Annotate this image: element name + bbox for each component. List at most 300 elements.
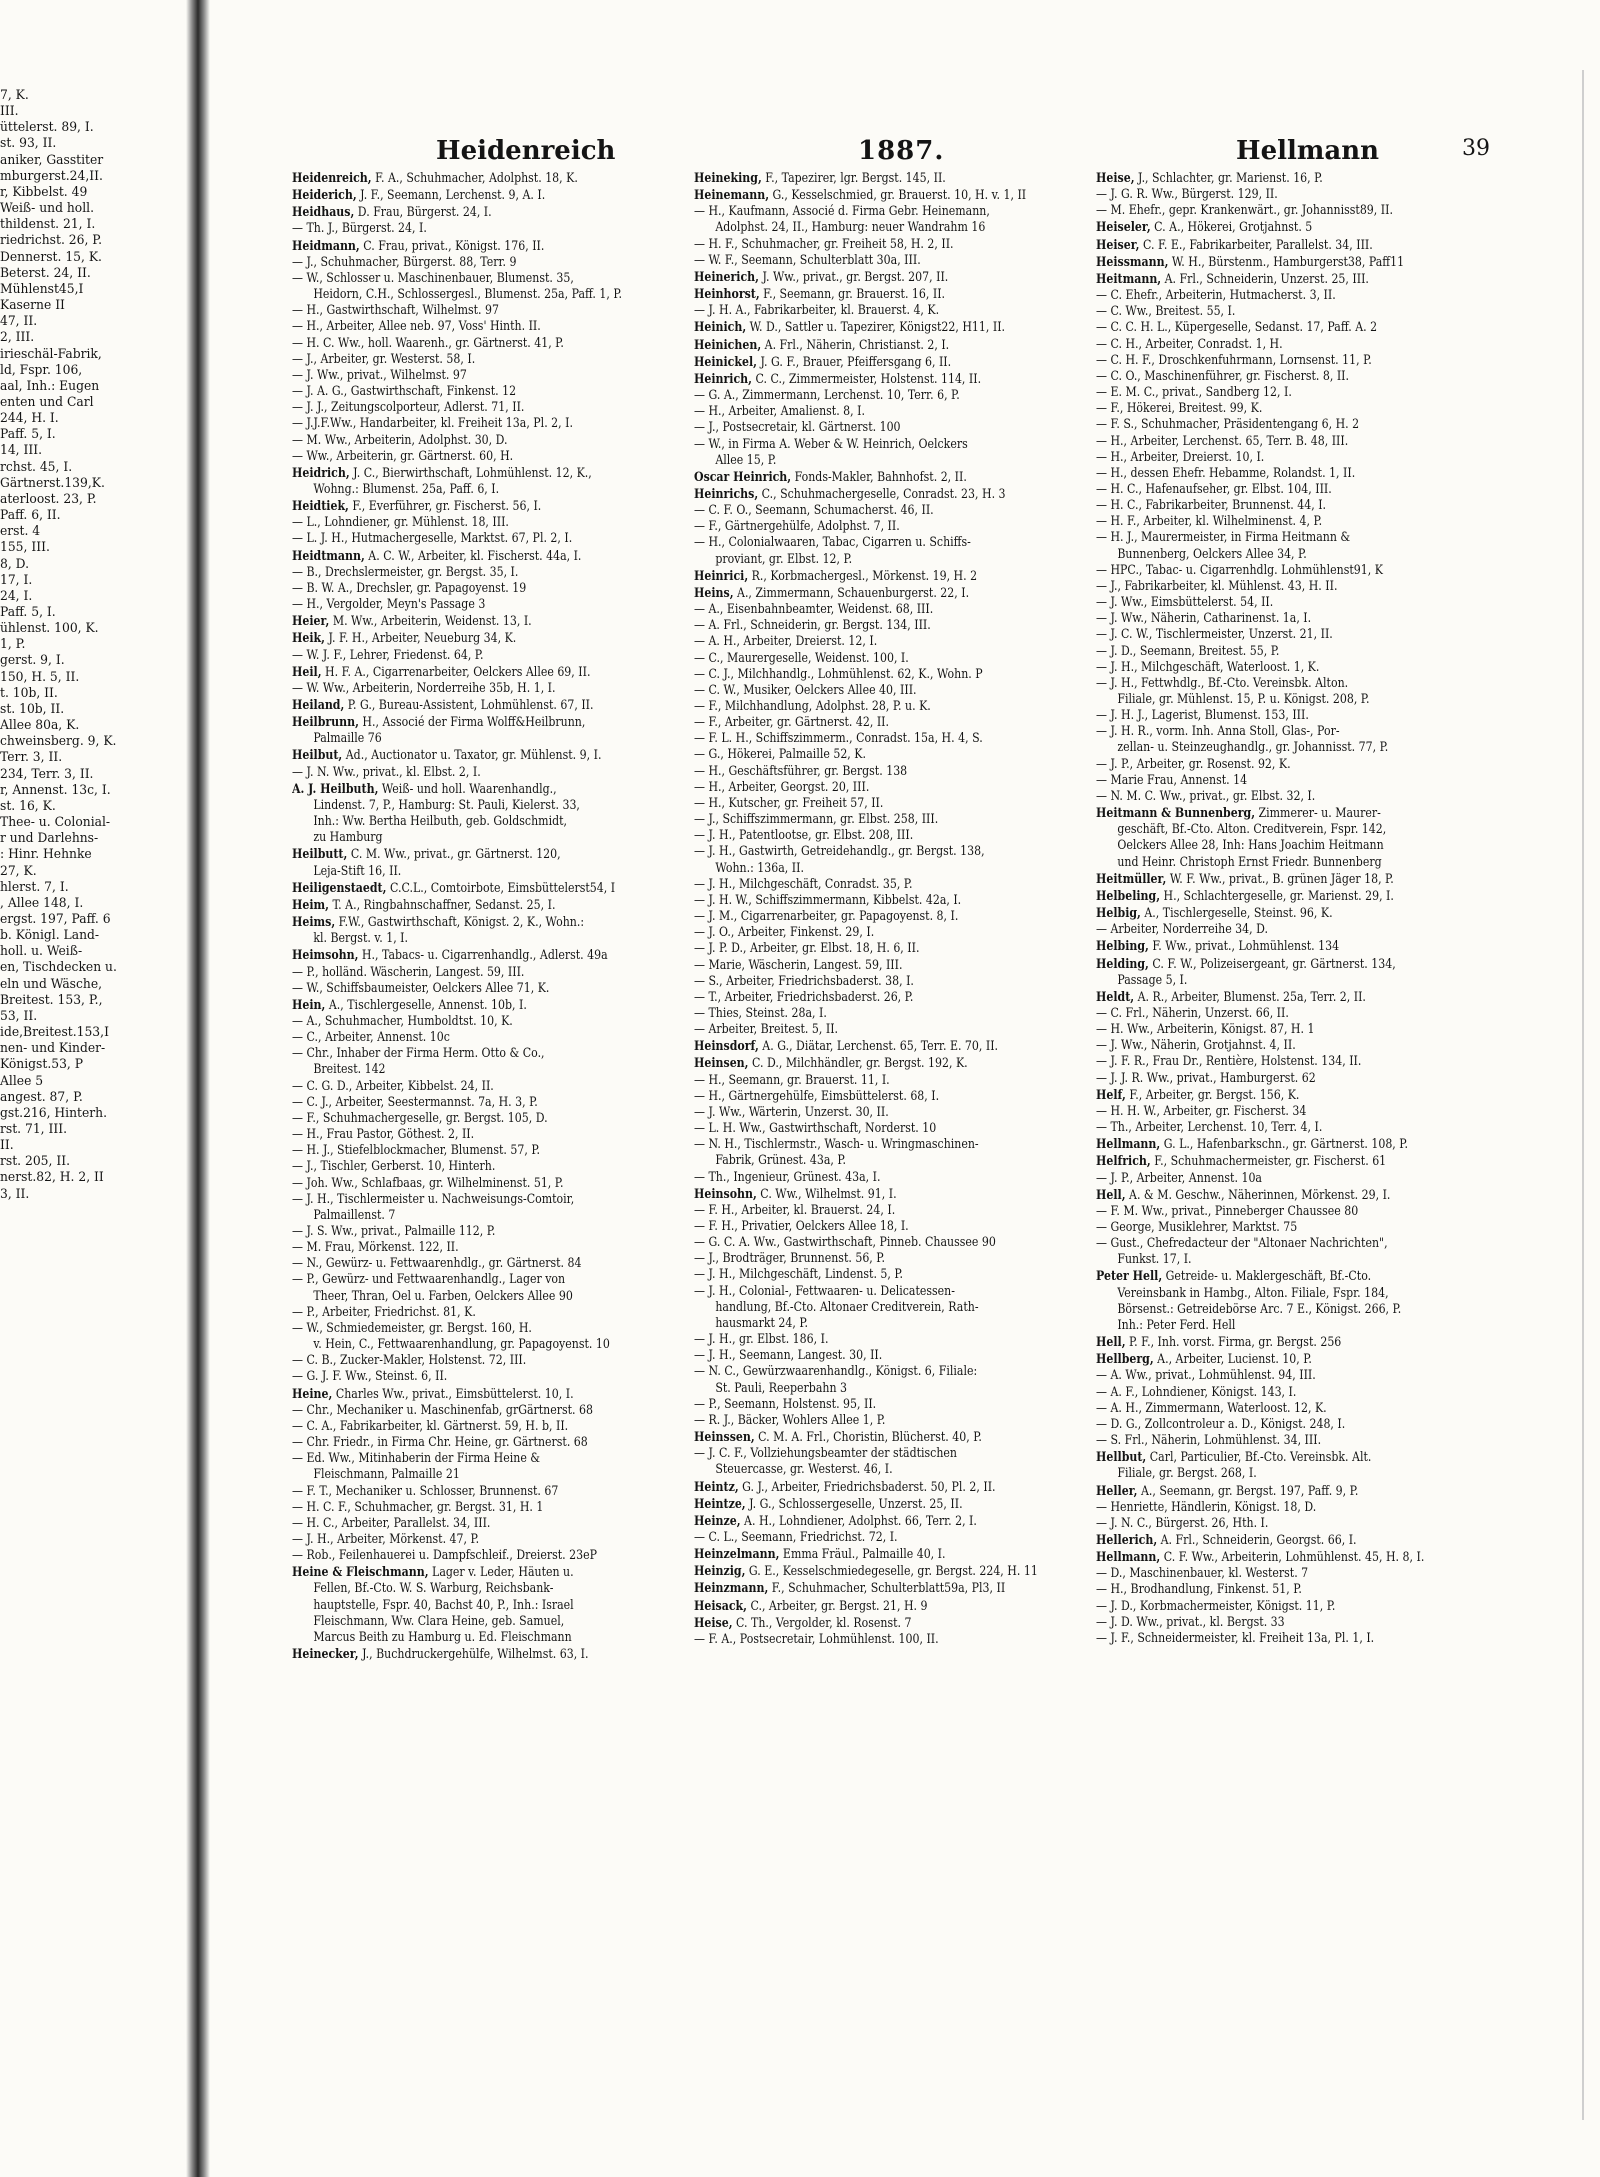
- directory-entry-line: — C. G. D., Arbeiter, Kibbelst. 24, II.: [292, 1078, 494, 1094]
- directory-entry-line: Hell, A. & M. Geschw., Näherinnen, Mörkenst. 29, I.: [1096, 1186, 1391, 1203]
- directory-entry-line: — H. C., Hafenaufseher, gr. Elbst. 104, III.: [1096, 481, 1332, 497]
- fragment-line: enten und Carl: [0, 394, 94, 410]
- directory-entry-line: Passage 5, I.: [1117, 972, 1188, 988]
- directory-entry-line: — J., Schuhmacher, Bürgerst. 88, Terr. 9: [292, 254, 517, 270]
- fragment-line: r und Darlehns-: [0, 831, 99, 847]
- directory-entry-line: — A., Schuhmacher, Humboldtst. 10, K.: [292, 1013, 513, 1029]
- directory-entry-line: — J. C. W., Tischlermeister, Unzerst. 21, II.: [1096, 627, 1333, 643]
- directory-entry-line: — C. J., Arbeiter, Seestermannst. 7a, H. 3, P.: [292, 1094, 538, 1110]
- directory-entry-line: — N., Gewürz- u. Fettwaarenhdlg., gr. Gärtnerst. 84: [292, 1256, 582, 1272]
- directory-entry-line: kl. Bergst. v. 1, I.: [313, 931, 409, 947]
- directory-entry-line: — J. C. F., Vollziehungsbeamter der städtischen: [694, 1446, 957, 1462]
- directory-entry-line: — J. H., Patentlootse, gr. Elbst. 208, III.: [694, 828, 914, 844]
- directory-entry-line: — Marie, Wäscherin, Langest. 59, III.: [694, 957, 903, 973]
- directory-entry-line: Heil, H. F. A., Cigarrenarbeiter, Oelckers Allee 69, II.: [292, 663, 591, 680]
- directory-entry-line: Heinrici, R., Korbmachergesl., Mörkenst. 19, H. 2: [694, 567, 978, 584]
- directory-entry-line: — J. O., Arbeiter, Finkenst. 29, I.: [694, 925, 875, 941]
- fragment-line: chweinsberg. 9, K.: [0, 734, 117, 750]
- directory-entry-line: — G. J. F. Ww., Steinst. 6, II.: [292, 1369, 448, 1385]
- directory-entry-line: Heine, Charles Ww., privat., Eimsbüttelerst. 10, I.: [292, 1385, 574, 1402]
- directory-entry-line: Helfrich, F., Schuhmachermeister, gr. Fischerst. 61: [1096, 1153, 1387, 1170]
- directory-entry-line: — F. L. H., Schiffszimmerm., Conradst. 15a, H. 4, S.: [694, 731, 983, 747]
- directory-entry-line: — J. Ww., privat., Wilhelmst. 97: [292, 367, 467, 383]
- directory-entry-line: Breitest. 142: [313, 1062, 386, 1078]
- directory-entry-line: — H., Arbeiter, Lerchenst. 65, Terr. B. 48, III.: [1096, 433, 1349, 449]
- directory-entry-line: — J. D. Ww., privat., kl. Bergst. 33: [1096, 1614, 1285, 1630]
- directory-entry-line: — E. M. C., privat., Sandberg 12, I.: [1096, 385, 1292, 401]
- directory-entry-line: Heidhaus, D. Frau, Bürgerst. 24, I.: [292, 204, 492, 221]
- directory-entry-line: — W., Schlosser u. Maschinenbauer, Blumenst. 35,: [292, 270, 574, 286]
- directory-entry-line: Hein, A., Tischlergeselle, Annenst. 10b, I.: [292, 996, 527, 1013]
- directory-entry-line: — J. H. R., vorm. Inh. Anna Stoll, Glas-, Por-: [1096, 724, 1340, 740]
- directory-entry-line: Heins, A., Zimmermann, Schauenburgerst. 22, I.: [694, 584, 970, 601]
- directory-entry-line: Theer, Thran, Oel u. Farben, Oelckers Allee 90: [313, 1288, 573, 1304]
- directory-entry-line: — H. C. Ww., holl. Waarenh., gr. Gärtnerst. 41, P.: [292, 335, 564, 351]
- directory-entry-line: Heinerich, J. Ww., privat., gr. Bergst. 207, II.: [694, 268, 949, 285]
- directory-entry-line: Funkst. 17, I.: [1117, 1252, 1192, 1268]
- directory-entry-line: Heimsohn, H., Tabacs- u. Cigarrenhandlg., Adlerst. 49a: [292, 947, 608, 964]
- running-head-left: Heidenreich: [436, 136, 616, 166]
- directory-entry-line: Helbig, A., Tischlergeselle, Steinst. 96, K.: [1096, 905, 1333, 922]
- directory-entry-line: — Th., Ingenieur, Grünest. 43a, I.: [694, 1169, 881, 1185]
- directory-entry-line: Marcus Beith zu Hamburg u. Ed. Fleischmann: [313, 1629, 572, 1645]
- directory-entry-line: — F. S., Schuhmacher, Präsidentengang 6, H. 2: [1096, 417, 1360, 433]
- directory-entry-line: — F., Schuhmachergeselle, gr. Bergst. 105, D.: [292, 1110, 548, 1126]
- directory-entry-line: Heilbutt, C. M. Ww., privat., gr. Gärtnerst. 120,: [292, 846, 561, 863]
- directory-entry-line: — W., Schiffsbaumeister, Oelckers Allee 71, K.: [292, 980, 550, 996]
- fragment-line: holl. u. Weiß-: [0, 944, 83, 960]
- directory-entry-line: — A. F., Lohndiener, Königst. 143, I.: [1096, 1384, 1297, 1400]
- fragment-line: angest. 87, P.: [0, 1089, 83, 1105]
- directory-entry-line: Heinzmann, F., Schuhmacher, Schulterblatt59a, Pl3, II: [694, 1580, 1006, 1597]
- directory-entry-line: Heitmüller, W. F. Ww., privat., B. grünen Jäger 18, P.: [1096, 870, 1394, 887]
- directory-entry-line: Heisack, C., Arbeiter, gr. Bergst. 21, H. 9: [694, 1597, 928, 1614]
- directory-entry-line: Fabrik, Grünest. 43a, P.: [715, 1153, 847, 1169]
- directory-entry-line: Hellerich, A. Frl., Schneiderin, Georgst. 66, I.: [1096, 1531, 1357, 1548]
- directory-entry-line: Heidmann, C. Frau, privat., Königst. 176, II.: [292, 237, 545, 254]
- directory-entry-line: Peter Hell, Getreide- u. Maklergeschäft, Bf.-Cto.: [1096, 1268, 1372, 1285]
- directory-entry-line: — Marie Frau, Annenst. 14: [1096, 772, 1248, 788]
- fragment-line: eln und Wäsche,: [0, 976, 103, 992]
- directory-entry-line: — G., Hökerei, Palmaille 52, K.: [694, 747, 866, 763]
- directory-entry-line: — H. J., Stiefelblockmacher, Blumenst. 57, P.: [292, 1143, 540, 1159]
- directory-entry-line: — F., Arbeiter, gr. Gärtnerst. 42, II.: [694, 715, 890, 731]
- directory-entry-line: — M. Ehefr., gepr. Krankenwärt., gr. Johannisst89, II.: [1096, 203, 1393, 219]
- fragment-line: rchst. 45, I.: [0, 459, 73, 475]
- directory-entry-line: Heinrichs, C., Schuhmachergeselle, Conradst. 23, H. 3: [694, 485, 1006, 502]
- directory-entry-line: Heinich, W. D., Sattler u. Tapezirer, Königst22, H11, II.: [694, 319, 1006, 336]
- directory-entry-line: Heinssen, C. M. A. Frl., Choristin, Blücherst. 40, P.: [694, 1429, 982, 1446]
- fragment-line: Weiß- und holl.: [0, 201, 95, 217]
- fragment-line: Allee 5: [0, 1073, 44, 1089]
- fragment-line: Gärtnerst.139,K.: [0, 475, 105, 491]
- directory-entry-line: — F. T., Mechaniker u. Schlosser, Brunnenst. 67: [292, 1483, 559, 1499]
- directory-entry-line: Heldt, A. R., Arbeiter, Blumenst. 25a, Terr. 2, II.: [1096, 988, 1366, 1005]
- fragment-line: nerst.82, H. 2, II: [0, 1170, 104, 1186]
- directory-entry-line: Filiale, gr. Mühlenst. 15, P. u. Königst. 208, P.: [1117, 692, 1370, 707]
- directory-entry-line: — H., Kaufmann, Associé d. Firma Gebr. Heinemann,: [694, 204, 990, 220]
- directory-entry-line: — C. C. H. L., Küpergeselle, Sedanst. 17, Paff. A. 2: [1096, 320, 1378, 336]
- directory-entry-line: Wohng.: Blumenst. 25a, Paff. 6, I.: [313, 481, 500, 497]
- directory-entry-line: — J. N. Ww., privat., kl. Elbst. 2, I.: [292, 764, 481, 780]
- fragment-line: Dennerst. 15, K.: [0, 249, 102, 265]
- directory-entry-line: Heidtmann, A. C. W., Arbeiter, kl. Fischerst. 44a, I.: [292, 547, 582, 564]
- directory-entry-line: — H., Seemann, gr. Brauerst. 11, I.: [694, 1072, 890, 1088]
- directory-entry-line: Inh.: Peter Ferd. Hell: [1117, 1317, 1236, 1333]
- fragment-line: rst. 71, III.: [0, 1122, 68, 1137]
- fragment-line: ühlenst. 100, K.: [0, 621, 99, 637]
- directory-entry-line: Hellbut, Carl, Particulier, Bf.-Cto. Vereinsbk. Alt.: [1096, 1449, 1372, 1466]
- directory-entry-line: — J. D., Korbmachermeister, Königst. 11, P.: [1096, 1598, 1336, 1614]
- directory-entry-line: Heitmann & Bunnenberg, Zimmerer- u. Maurer-: [1096, 805, 1381, 822]
- directory-column-2: [694, 170, 1092, 2110]
- directory-entry-line: Helding, C. F. W., Polizeisergeant, gr. Gärtnerst. 134,: [1096, 955, 1396, 972]
- fragment-line: en, Tischdecken u.: [0, 960, 117, 976]
- directory-entry-line: — H., Brodhandlung, Finkenst. 51, P.: [1096, 1582, 1302, 1598]
- fragment-line: erst. 4: [0, 524, 41, 540]
- directory-entry-line: — A. Frl., Schneiderin, gr. Bergst. 134, III.: [694, 618, 931, 634]
- directory-entry-line: — H., Arbeiter, Georgst. 20, III.: [694, 779, 870, 795]
- directory-entry-line: Fellen, Bf.-Cto. W. S. Warburg, Reichsbank-: [313, 1581, 554, 1597]
- directory-entry-line: — J. J. R. Ww., privat., Hamburgerst. 62: [1096, 1070, 1316, 1086]
- directory-entry-line: Heissmann, W. H., Bürstenm., Hamburgerst38, Paff11: [1096, 253, 1405, 270]
- directory-entry-line: — C. H. F., Droschkenfuhrmann, Lornsenst. 11, P.: [1096, 352, 1372, 368]
- directory-entry-line: — J. J., Zeitungscolporteur, Adlerst. 71, II.: [292, 400, 525, 416]
- directory-entry-line: — George, Musiklehrer, Marktst. 75: [1096, 1220, 1298, 1235]
- directory-entry-line: — C. Frl., Näherin, Unzerst. 66, II.: [1096, 1005, 1289, 1021]
- directory-entry-line: — C. W., Musiker, Oelckers Allee 40, III.: [694, 682, 917, 698]
- directory-entry-line: A. J. Heilbuth, Weiß- und holl. Waarenhandlg.,: [292, 780, 557, 797]
- fragment-line: aal, Inh.: Eugen: [0, 378, 100, 394]
- directory-entry-line: — P., holländ. Wäscherin, Langest. 59, III.: [292, 964, 525, 980]
- directory-entry-line: — H., dessen Ehefr. Hebamme, Rolandst. 1, II.: [1096, 465, 1356, 481]
- directory-entry-line: — N. H., Tischlermstr., Wasch- u. Wringmaschinen-: [694, 1137, 979, 1153]
- directory-entry-line: — J. H. J., Lagerist, Blumenst. 153, III.: [1096, 708, 1309, 724]
- directory-entry-line: Heim, T. A., Ringbahnschaffner, Sedanst. 25, I.: [292, 896, 556, 913]
- fragment-line: Beterst. 24, II.: [0, 265, 91, 281]
- directory-entry-line: — Henriette, Händlerin, Königst. 18, D.: [1096, 1499, 1317, 1515]
- fragment-line: mburgerst.24,II.: [0, 168, 103, 184]
- directory-entry-line: Bunnenberg, Oelckers Allee 34, P.: [1117, 546, 1307, 562]
- directory-entry-line: — D., Maschinenbauer, kl. Westerst. 7: [1096, 1566, 1309, 1582]
- page-edge: [1582, 70, 1584, 2120]
- directory-entry-line: — J. H., gr. Elbst. 186, I.: [694, 1332, 829, 1348]
- directory-entry-line: — H., Gärtnergehülfe, Eimsbüttelerst. 68, I.: [694, 1088, 940, 1104]
- directory-entry-line: — J. G. R. Ww., Bürgerst. 129, II.: [1096, 187, 1278, 203]
- fragment-line: nen- und Kinder-: [0, 1041, 106, 1057]
- directory-entry-line: Heiderich, J. F., Seemann, Lerchenst. 9, A. I.: [292, 187, 546, 204]
- directory-entry-line: — Rob., Feilenhauerei u. Dampfschleif., Dreierst. 23eP: [292, 1548, 598, 1564]
- directory-entry-line: — S. Frl., Näherin, Lohmühlenst. 34, III.: [1096, 1433, 1322, 1449]
- directory-entry-line: Heinze, A. H., Lohndiener, Adolphst. 66, Terr. 2, I.: [694, 1512, 977, 1529]
- fragment-line: 27, K.: [0, 863, 37, 879]
- directory-entry-line: — F., Hökerei, Breitest. 99, K.: [1096, 401, 1263, 417]
- running-head-right: Hellmann: [1236, 136, 1380, 166]
- directory-entry-line: — Arbeiter, Breitest. 5, II.: [694, 1022, 839, 1038]
- directory-entry-line: — Arbeiter, Norderreihe 34, D.: [1096, 922, 1269, 938]
- directory-entry-line: Oscar Heinrich, Fonds-Makler, Bahnhofst. 2, II.: [694, 468, 967, 485]
- directory-entry-line: handlung, Bf.-Cto. Altonaer Creditverein, Rath-: [715, 1299, 979, 1315]
- directory-entry-line: — M. Ww., Arbeiterin, Adolphst. 30, D.: [292, 432, 508, 448]
- directory-entry-line: und Heinr. Christoph Ernst Friedr. Bunnenberg: [1117, 854, 1382, 870]
- directory-entry-line: — B., Drechslermeister, gr. Bergst. 35, I.: [292, 564, 519, 580]
- directory-column-1: [292, 170, 690, 2110]
- directory-entry-line: Heidenreich, F. A., Schuhmacher, Adolphst. 18, K.: [292, 170, 578, 186]
- fragment-line: 53, II.: [0, 1008, 38, 1024]
- directory-entry-line: Hellmann, C. F. Ww., Arbeiterin, Lohmühlenst. 45, H. 8, I.: [1096, 1549, 1425, 1566]
- directory-entry-line: Helf, F., Arbeiter, gr. Bergst. 156, K.: [1096, 1086, 1300, 1103]
- directory-entry-line: — C. A., Fabrikarbeiter, kl. Gärtnerst. 59, H. b, II.: [292, 1418, 569, 1434]
- fragment-line: ld, Fspr. 106,: [0, 362, 83, 378]
- directory-entry-line: zellan- u. Steinzeughandlg., gr. Johannisst. 77, P.: [1117, 740, 1389, 756]
- fragment-line: III.: [0, 104, 19, 120]
- directory-entry-line: — H. J., Maurermeister, in Firma Heitmann &: [1096, 530, 1351, 546]
- directory-entry-line: — H., Arbeiter, Dreierst. 10, I.: [1096, 449, 1265, 465]
- directory-entry-line: — H. C., Arbeiter, Parallelst. 34, III.: [292, 1515, 491, 1531]
- directory-entry-line: — Ed. Ww., Mitinhaberin der Firma Heine &: [292, 1451, 541, 1467]
- fragment-line: ergst. 197, Paff. 6: [0, 911, 111, 927]
- directory-entry-line: — Thies, Steinst. 28a, I.: [694, 1005, 827, 1021]
- fragment-line: II.: [0, 1138, 14, 1154]
- directory-entry-line: — J., Tischler, Gerberst. 10, Hinterh.: [292, 1159, 496, 1175]
- directory-entry-line: Palmaille 76: [313, 731, 382, 747]
- directory-entry-line: — J., Postsecretair, kl. Gärtnerst. 100: [694, 420, 901, 436]
- directory-entry-line: — L., Lohndiener, gr. Mühlenst. 18, III.: [292, 515, 509, 531]
- directory-entry-line: — J. F., Schneidermeister, kl. Freiheit 13a, Pl. 1, I.: [1096, 1630, 1375, 1646]
- fragment-line: gerst. 9, I.: [0, 653, 65, 669]
- fragment-line: Terr. 3, II.: [0, 750, 63, 766]
- directory-entry-line: — T., Arbeiter, Friedrichsbaderst. 26, P.: [694, 989, 914, 1005]
- directory-entry-line: — C. O., Maschinenführer, gr. Fischerst. 8, II.: [1096, 368, 1350, 384]
- fragment-line: 155, III.: [0, 540, 50, 556]
- directory-entry-line: — J. M., Cigarrenarbeiter, gr. Papagoyenst. 8, I.: [694, 909, 959, 925]
- directory-entry-line: — J. N. C., Bürgerst. 26, Hth. I.: [1096, 1515, 1269, 1531]
- directory-entry-line: — J. H., Colonial-, Fettwaaren- u. Delicatessen-: [694, 1283, 955, 1299]
- fragment-line: Mühlenst45,I: [0, 281, 84, 297]
- running-head-year: 1887.: [858, 136, 945, 166]
- directory-entry-line: — J. D., Seemann, Breitest. 55, P.: [1096, 643, 1280, 659]
- fragment-line: 8, D.: [0, 556, 30, 572]
- directory-entry-line: — J. Ww., Eimsbüttelerst. 54, II.: [1096, 595, 1274, 611]
- directory-entry-line: — C., Arbeiter, Annenst. 10c: [292, 1030, 450, 1046]
- directory-entry-line: — J. H., Gastwirth, Getreidehandlg., gr. Bergst. 138,: [694, 844, 985, 860]
- directory-entry-line: Heiland, P. G., Bureau-Assistent, Lohmühlenst. 67, II.: [292, 697, 594, 713]
- directory-entry-line: Heise, J., Schlachter, gr. Marienst. 16, P.: [1096, 170, 1323, 186]
- directory-entry-line: — C. F. O., Seemann, Schumacherst. 46, II.: [694, 503, 934, 519]
- directory-entry-line: — F. H., Arbeiter, kl. Brauerst. 24, I.: [694, 1202, 896, 1218]
- directory-entry-line: Heier, M. Ww., Arbeiterin, Weidenst. 13, I.: [292, 613, 532, 630]
- directory-entry-line: — J. H. W., Schiffszimmermann, Kibbelst. 42a, I.: [694, 892, 962, 908]
- directory-entry-line: Fleischmann, Palmaille 21: [313, 1467, 460, 1483]
- directory-entry-line: hausmarkt 24, P.: [715, 1315, 809, 1331]
- fragment-line: Paff. 6, II.: [0, 508, 61, 524]
- directory-entry-line: Heine & Fleischmann, Lager v. Leder, Häuten u.: [292, 1564, 574, 1581]
- directory-entry-line: — J., Arbeiter, gr. Westerst. 58, I.: [292, 351, 476, 367]
- directory-entry-line: Heinzig, G. E., Kesselschmiedegeselle, gr. Bergst. 224, H. 11: [694, 1563, 1038, 1580]
- fragment-line: Paff. 5, I.: [0, 427, 56, 443]
- directory-entry-line: — J. H., Seemann, Langest. 30, II.: [694, 1348, 883, 1364]
- directory-entry-line: Heinsen, C. D., Milchhändler, gr. Bergst. 192, K.: [694, 1055, 968, 1072]
- fragment-line: aniker, Gasstiter: [0, 152, 104, 168]
- fragment-line: st. 10b, II.: [0, 701, 65, 717]
- directory-entry-line: Heiseler, C. A., Hökerei, Grotjahnst. 5: [1096, 219, 1313, 236]
- directory-entry-line: — J. P. D., Arbeiter, gr. Elbst. 18, H. 6, II.: [694, 941, 920, 957]
- directory-entry-line: — J. F. R., Frau Dr., Rentière, Holstenst. 134, II.: [1096, 1054, 1362, 1070]
- directory-entry-line: Heinemann, G., Kesselschmied, gr. Brauerst. 10, H. v. 1, II: [694, 187, 1027, 204]
- directory-entry-line: — F., Gärtnergehülfe, Adolphst. 7, II.: [694, 519, 900, 535]
- directory-entry-line: Steuercasse, gr. Westerst. 46, I.: [715, 1462, 893, 1478]
- directory-entry-line: Leja-Stift 16, II.: [313, 863, 402, 879]
- fragment-line: 244, H. I.: [0, 411, 59, 427]
- directory-entry-line: Heinecker, J., Buchdruckergehülfe, Wilhelmst. 63, I.: [292, 1646, 589, 1663]
- directory-entry-line: Heinsdorf, A. G., Diätar, Lerchenst. 65, Terr. E. 70, II.: [694, 1038, 999, 1055]
- directory-entry-line: Heinrich, C. C., Zimmermeister, Holstenst. 114, II.: [694, 370, 982, 387]
- directory-entry-line: — G. C. A. Ww., Gastwirthschaft, Pinneb. Chaussee 90: [694, 1235, 996, 1251]
- fragment-line: gst.216, Hinterh.: [0, 1105, 108, 1121]
- fragment-line: Thee- u. Colonial-: [0, 815, 111, 831]
- fragment-line: 47, II.: [0, 314, 38, 330]
- fragment-line: 1, P.: [0, 637, 26, 653]
- directory-entry-line: — W. J. F., Lehrer, Friedenst. 64, P.: [292, 647, 484, 663]
- fragment-line: r, Annenst. 13c, I.: [0, 782, 111, 798]
- directory-entry-line: Heinzelmann, Emma Fräul., Palmaille 40, I.: [694, 1546, 946, 1563]
- directory-entry-line: proviant, gr. Elbst. 12, P.: [715, 551, 853, 567]
- directory-entry-line: — C. B., Zucker-Makler, Holstenst. 72, III.: [292, 1353, 527, 1369]
- directory-entry-line: — C. J., Milchhandlg., Lohmühlenst. 62, K., Wohn. P: [694, 666, 983, 682]
- directory-entry-line: — F., Milchhandlung, Adolphst. 28, P. u. K.: [694, 699, 931, 714]
- directory-entry-line: Heitmann, A. Frl., Schneiderin, Unzerst. 25, III.: [1096, 270, 1369, 287]
- directory-entry-line: — Ww., Arbeiterin, gr. Gärtnerst. 60, H.: [292, 448, 514, 464]
- directory-entry-line: v. Hein, C., Fettwaarenhandlung, gr. Papagoyenst. 10: [313, 1337, 610, 1353]
- fragment-line: , Allee 148, I.: [0, 895, 84, 911]
- directory-entry-line: Heinichen, A. Frl., Näherin, Christianst. 2, I.: [694, 336, 950, 353]
- directory-entry-line: — C. Ehefr., Arbeiterin, Hutmacherst. 3, II.: [1096, 288, 1336, 304]
- directory-entry-line: — J. H., Milchgeschäft, Waterloost. 1, K.: [1096, 659, 1320, 675]
- directory-entry-line: Heller, A., Seemann, gr. Bergst. 197, Paff. 9, P.: [1096, 1482, 1359, 1499]
- directory-entry-line: — H., Arbeiter, Amalienst. 8, I.: [694, 404, 865, 420]
- directory-entry-line: — F. M. Ww., privat., Pinneberger Chaussee 80: [1096, 1203, 1359, 1219]
- directory-entry-line: — J. P., Arbeiter, Annenst. 10a: [1096, 1170, 1262, 1186]
- fragment-line: Allee 80a, K.: [0, 718, 80, 734]
- directory-entry-line: — F. A., Postsecretair, Lohmühlenst. 100, II.: [694, 1631, 939, 1647]
- fragment-line: Paff. 5, I.: [0, 605, 56, 620]
- directory-entry-line: Helbing, F. Ww., privat., Lohmühlenst. 134: [1096, 938, 1340, 955]
- directory-entry-line: — P., Seemann, Holstenst. 95, II.: [694, 1396, 877, 1412]
- directory-entry-line: — J., Fabrikarbeiter, kl. Mühlenst. 43, H. II.: [1096, 578, 1338, 594]
- directory-entry-line: — H. F., Schuhmacher, gr. Freiheit 58, H. 2, II.: [694, 236, 954, 252]
- directory-entry-line: — J. H., Fettwhdlg., Bf.-Cto. Vereinsbk. Alton.: [1096, 675, 1349, 691]
- directory-entry-line: Allee 15, P.: [715, 452, 777, 468]
- directory-entry-line: — Joh. Ww., Schlafbaas, gr. Wilhelminenst. 51, P.: [292, 1175, 564, 1191]
- directory-entry-line: Oelckers Allee 28, Inh: Hans Joachim Heitmann: [1117, 838, 1384, 854]
- directory-entry-line: — C., Maurergeselle, Weidenst. 100, I.: [694, 650, 909, 666]
- directory-entry-line: Heinhorst, F., Seemann, gr. Brauerst. 16, II.: [694, 286, 946, 303]
- directory-entry-line: Adolphst. 24, II., Hamburg: neuer Wandrahm 16: [715, 220, 986, 236]
- directory-entry-line: — N. M. C. Ww., privat., gr. Elbst. 32, I.: [1096, 788, 1316, 804]
- directory-entry-line: — C. L., Seemann, Friedrichst. 72, I.: [694, 1529, 898, 1545]
- directory-entry-line: — J. Ww., Näherin, Grotjahnst. 4, II.: [1096, 1038, 1296, 1054]
- directory-entry-line: — J. H., Tischlermeister u. Nachweisungs-Comtoir,: [292, 1191, 575, 1207]
- directory-entry-line: — P., Gewürz- und Fettwaarenhandlg., Lager von: [292, 1272, 566, 1288]
- directory-entry-line: Heise, C. Th., Vergolder, kl. Rosenst. 7: [694, 1614, 912, 1631]
- directory-entry-line: Hellmann, G. L., Hafenbarkschn., gr. Gärtnerst. 108, P.: [1096, 1136, 1408, 1153]
- directory-entry-line: — W., in Firma A. Weber & W. Heinrich, Oelckers: [694, 436, 968, 452]
- directory-entry-line: Heidorn, C.H., Schlossergesl., Blumenst. 25a, Paff. 1, P.: [313, 287, 623, 303]
- directory-entry-line: Hell, P. F., Inh. vorst. Firma, gr. Bergst. 256: [1096, 1334, 1342, 1351]
- directory-entry-line: — J. S. Ww., privat., Palmaille 112, P.: [292, 1224, 496, 1239]
- directory-entry-line: Heintz, G. J., Arbeiter, Friedrichsbaderst. 50, Pl. 2, II.: [694, 1478, 996, 1495]
- directory-column-3: [1096, 170, 1494, 2110]
- directory-entry-line: — H., Arbeiter, Allee neb. 97, Voss' Hinth. II.: [292, 319, 541, 335]
- fragment-line: hlerst. 7, I.: [0, 879, 69, 895]
- directory-entry-line: — Th., Arbeiter, Lerchenst. 10, Terr. 4, I.: [1096, 1120, 1323, 1136]
- fragment-line: Kaserne II: [0, 298, 65, 314]
- directory-entry-line: — Chr., Mechaniker u. Maschinenfab, grGärtnerst. 68: [292, 1402, 593, 1418]
- directory-entry-line: — H., Colonialwaaren, Tabac, Cigarren u. Schiffs-: [694, 535, 971, 551]
- directory-entry-line: — J. H., Arbeiter, Mörkenst. 47, P.: [292, 1531, 480, 1547]
- directory-entry-line: — H. Ww., Arbeiterin, Königst. 87, H. 1: [1096, 1022, 1315, 1038]
- previous-page-fragment: [0, 88, 178, 2068]
- directory-entry-line: — P., Arbeiter, Friedrichst. 81, K.: [292, 1304, 476, 1320]
- directory-entry-line: — H., Geschäftsführer, gr. Bergst. 138: [694, 763, 908, 779]
- directory-entry-line: — J. Ww., Näherin, Catharinenst. 1a, I.: [1096, 611, 1312, 627]
- directory-entry-line: — A. Ww., privat., Lohmühlenst. 94, III.: [1096, 1368, 1316, 1384]
- directory-entry-line: — M. Frau, Mörkenst. 122, II.: [292, 1240, 459, 1256]
- directory-entry-line: — H., Kutscher, gr. Freiheit 57, II.: [694, 795, 884, 811]
- directory-entry-line: — H. H. W., Arbeiter, gr. Fischerst. 34: [1096, 1103, 1307, 1119]
- directory-entry-line: — J. H., Milchgeschäft, Lindenst. 5, P.: [694, 1267, 904, 1283]
- directory-entry-line: — H. C., Fabrikarbeiter, Brunnenst. 44, I.: [1096, 498, 1327, 514]
- directory-entry-line: Heiligenstaedt, C.C.L., Comtoirbote, Eimsbüttelerst54, I: [292, 879, 616, 896]
- directory-entry-line: — S., Arbeiter, Friedrichsbaderst. 38, I.: [694, 973, 914, 989]
- fragment-line: 2, III.: [0, 330, 35, 346]
- directory-entry-line: — L. J. H., Hutmachergeselle, Marktst. 67, Pl. 2, I.: [292, 531, 573, 547]
- directory-entry-line: Vereinsbank in Hambg., Alton. Filiale, Fspr. 184,: [1117, 1285, 1389, 1301]
- fragment-line: b. Königl. Land-: [0, 928, 100, 944]
- running-head: [292, 136, 1484, 170]
- directory-entry-line: — R. J., Bäcker, Wohlers Allee 1, P.: [694, 1412, 886, 1428]
- directory-entry-line: hauptstelle, Fspr. 40, Bachst 40, P., Inh.: Israel: [313, 1597, 574, 1613]
- directory-entry-line: — H., Vergolder, Meyn's Passage 3: [292, 597, 486, 613]
- directory-entry-line: St. Pauli, Reeperbahn 3: [715, 1380, 847, 1396]
- directory-entry-line: Heik, J. F. H., Arbeiter, Neueburg 34, K.: [292, 630, 517, 647]
- directory-entry-line: geschäft, Bf.-Cto. Alton. Creditverein, Fspr. 142,: [1117, 822, 1387, 838]
- directory-entry-line: Heims, F.W., Gastwirthschaft, Königst. 2, K., Wohn.:: [292, 914, 585, 931]
- fragment-line: t. 10b, II.: [0, 685, 58, 701]
- directory-entry-line: Heilbrunn, H., Associé der Firma Wolff&Heilbrunn,: [292, 714, 586, 731]
- fragment-line: 7, K.: [0, 88, 29, 103]
- directory-entry-line: Heinickel, J. G. F., Brauer, Pfeiffersgang 6, II.: [694, 353, 952, 370]
- fragment-line: r, Kibbelst. 49: [0, 184, 88, 200]
- directory-entry-line: — J. Ww., Wärterin, Unzerst. 30, II.: [694, 1104, 889, 1120]
- directory-entry-line: — N. C., Gewürzwaarenhandlg., Königst. 6, Filiale:: [694, 1364, 978, 1380]
- fragment-line: riedrichst. 26, P.: [0, 233, 102, 249]
- fragment-line: ide,Breitest.153,I: [0, 1025, 109, 1041]
- fragment-line: thildenst. 21, I.: [0, 217, 96, 233]
- directory-entry-line: — A. H., Arbeiter, Dreierst. 12, I.: [694, 634, 878, 650]
- directory-entry-line: — G. A., Zimmermann, Lerchenst. 10, Terr. 6, P.: [694, 388, 960, 404]
- fragment-line: : Hinr. Hehnke: [0, 847, 92, 863]
- directory-entry-line: Fleischmann, Ww. Clara Heine, geb. Samuel,: [313, 1613, 565, 1629]
- directory-entry-line: Helbeling, H., Schlachtergeselle, gr. Marienst. 29, I.: [1096, 887, 1394, 904]
- directory-entry-line: — J.J.F.Ww., Handarbeiter, kl. Freiheit 13a, Pl. 2, I.: [292, 416, 573, 432]
- directory-entry-line: — J. H., Milchgeschäft, Conradst. 35, P.: [694, 876, 913, 892]
- directory-entry-line: Heidtiek, F., Everführer, gr. Fischerst. 56, I.: [292, 498, 542, 515]
- directory-entry-line: — H., Gastwirthschaft, Wilhelmst. 97: [292, 303, 499, 319]
- directory-entry-line: Heinsohn, C. Ww., Wilhelmst. 91, I.: [694, 1185, 897, 1202]
- directory-entry-line: — J. P., Arbeiter, gr. Rosenst. 92, K.: [1096, 756, 1291, 772]
- directory-entry-line: — J. A. G., Gastwirthschaft, Finkenst. 12: [292, 384, 517, 400]
